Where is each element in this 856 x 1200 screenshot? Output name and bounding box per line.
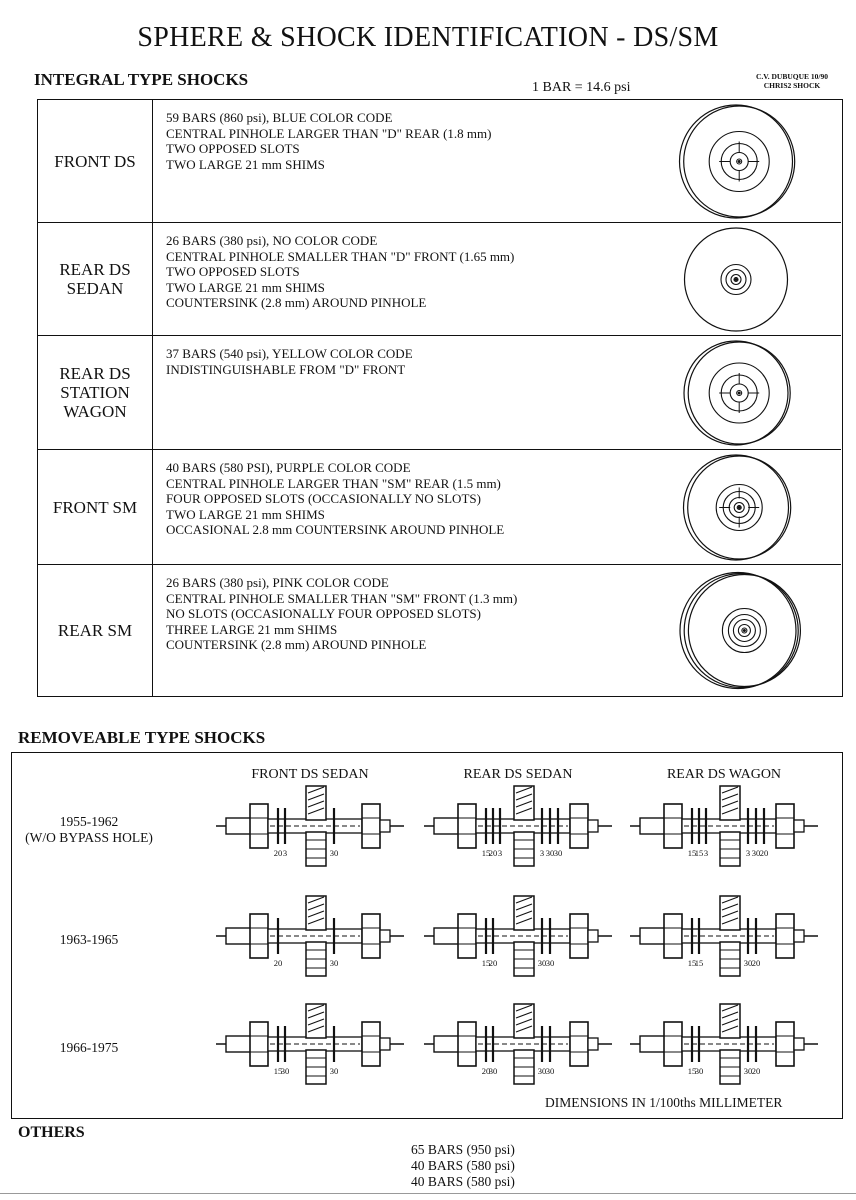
shock-assembly-diagram (626, 892, 822, 986)
shim-size-label: 30 (545, 958, 555, 968)
shim-size-label: 20 (488, 848, 498, 858)
removable-section-heading: REMOVEABLE TYPE SHOCKS (18, 728, 266, 747)
shim-size-label: 15 (694, 958, 704, 968)
shock-nut (664, 1022, 682, 1066)
shock-rod-end (640, 928, 666, 944)
shock-valve-body (720, 1004, 740, 1038)
shock-spec-line: 59 BARS (860 psi), BLUE COLOR CODE (166, 110, 393, 125)
shock-spec-line: CENTRAL PINHOLE SMALLER THAN "SM" FRONT (1.3 mm) (166, 590, 518, 606)
sphere-pinhole (738, 506, 741, 509)
shim-size-label: 30 (537, 958, 547, 968)
shim-size-label: 3 (497, 848, 503, 858)
shock-nut (250, 914, 268, 958)
shock-assembly-diagram (212, 892, 408, 986)
removable-column-heading: REAR DS WAGON (666, 767, 782, 782)
shock-spec-line: CENTRAL PINHOLE LARGER THAN "D" REAR (1.8 mm) (166, 125, 492, 141)
shim-size-label: 3 (745, 848, 751, 858)
shim-size-label: 30 (329, 958, 339, 968)
shock-nut (776, 914, 794, 958)
year-range-line: 1963-1965 (59, 932, 119, 947)
shock-spec-list (166, 233, 514, 311)
shock-rod-end (434, 1036, 460, 1052)
shock-spec-line: 26 BARS (380 psi), NO COLOR CODE (166, 233, 378, 248)
shock-spec-line: CENTRAL PINHOLE SMALLER THAN "D" FRONT (1.65 mm) (166, 248, 515, 264)
shim-size-label: 30 (545, 848, 555, 858)
shock-spec-line: TWO OPPOSED SLOTS (166, 141, 300, 156)
shock-nut (250, 1022, 268, 1066)
shock-type-label-line: STATION (60, 383, 130, 402)
shim-size-label: 30 (743, 958, 753, 968)
shim-size-label: 20 (273, 958, 283, 968)
shock-nut (250, 804, 268, 848)
shim-size-label: 3 (703, 848, 709, 858)
sphere-pinhole (738, 160, 741, 163)
shock-spec-line: 37 BARS (540 psi), YELLOW COLOR CODE (166, 346, 413, 361)
others-item-value: 65 BARS (950 psi) (411, 1142, 515, 1157)
shim-size-label: 20 (273, 848, 283, 858)
shock-nut (664, 804, 682, 848)
page-title: SPHERE & SHOCK IDENTIFICATION - DS/SM (137, 22, 719, 53)
shock-rod-end (226, 1036, 252, 1052)
shock-spec-line: INDISTINGUISHABLE FROM "D" FRONT (166, 361, 406, 377)
shim-size-label: 30 (329, 1066, 339, 1076)
sphere-face-diagram (674, 225, 814, 334)
shock-spec-line: TWO OPPOSED SLOTS (166, 264, 300, 279)
shock-spec-list (166, 575, 517, 653)
shock-rod-end (380, 1038, 390, 1050)
shim-size-label: 15 (687, 958, 697, 968)
shock-type-label-line: WAGON (63, 402, 127, 421)
integral-section-heading: INTEGRAL TYPE SHOCKS (34, 70, 249, 89)
removable-column-heading: REAR DS SEDAN (463, 767, 573, 782)
shim-size-label: 20 (751, 958, 761, 968)
others-heading: OTHERS (18, 1124, 85, 1141)
shim-size-label: 20 (488, 958, 498, 968)
shock-valve-body (514, 786, 534, 820)
shock-type-label-line: REAR DS (59, 260, 131, 279)
shock-type-label-line: FRONT DS (54, 151, 136, 171)
shock-rod-end (640, 818, 666, 834)
shock-spec-line: 26 BARS (380 psi), PINK COLOR CODE (166, 575, 389, 590)
sphere-face-diagram (674, 567, 814, 694)
shock-rod-end (588, 930, 598, 942)
shim-size-label: 15 (694, 848, 704, 858)
shock-spec-list (166, 346, 413, 377)
sphere-face-diagram (674, 338, 814, 448)
shock-type-label-line: FRONT SM (52, 497, 138, 517)
shock-spec-line: 40 BARS (580 PSI), PURPLE COLOR CODE (166, 460, 411, 475)
shock-valve-body (514, 896, 534, 930)
shock-nut (458, 1022, 476, 1066)
shim-size-label: 15 (687, 848, 697, 858)
shock-nut (362, 914, 380, 958)
shock-rod-end (794, 1038, 804, 1050)
table-row (38, 336, 841, 450)
shock-spec-line: CENTRAL PINHOLE LARGER THAN "SM" REAR (1.5 mm) (166, 475, 501, 491)
shock-assembly-diagram (420, 892, 616, 986)
shock-valve-body (720, 786, 740, 820)
shock-type-label (38, 336, 153, 449)
shock-assembly-diagram (212, 1000, 408, 1094)
shock-rod-end (588, 1038, 598, 1050)
shim-size-label: 30 (694, 1066, 704, 1076)
others-item-value: 40 BARS (580 psi) (411, 1158, 515, 1173)
shock-assembly-diagram (626, 1000, 822, 1094)
year-range-label (14, 932, 164, 948)
shim-size-label: 15 (687, 1066, 697, 1076)
removable-column-heading: FRONT DS SEDAN (251, 767, 369, 782)
year-range-line: 1955-1962 (59, 814, 119, 829)
shock-type-label (38, 223, 153, 335)
shock-nut (664, 914, 682, 958)
shock-type-label-line: REAR SM (57, 621, 133, 640)
table-row (38, 100, 841, 223)
table-row (38, 223, 841, 336)
shock-nut (776, 804, 794, 848)
shock-spec-line: COUNTERSINK (2.8 mm) AROUND PINHOLE (166, 295, 427, 310)
year-range-note: (W/O BYPASS HOLE) (25, 830, 153, 845)
shim-size-label: 30 (553, 848, 563, 858)
shock-rod-end (380, 820, 390, 832)
shock-assembly-diagram (420, 782, 616, 876)
shock-type-label-line: SEDAN (66, 279, 124, 298)
shock-type-label-line: REAR DS (59, 364, 131, 383)
dimensions-note: DIMENSIONS IN 1/100ths MILLIMETER (545, 1095, 783, 1110)
bottom-rule (0, 1193, 856, 1194)
credit-line-2: CHRIS2 SHOCK (763, 81, 821, 90)
year-range-label (14, 1040, 164, 1056)
sphere-pinhole (735, 278, 738, 281)
author-credit (756, 72, 828, 90)
shock-rod-end (434, 818, 460, 834)
shock-rod-end (794, 930, 804, 942)
shock-nut (458, 804, 476, 848)
shock-valve-body (306, 786, 326, 820)
shim-size-label: 3 (282, 848, 288, 858)
shim-size-label: 15 (481, 848, 491, 858)
shim-size-label: 30 (329, 848, 339, 858)
sphere-outer-ring (680, 105, 793, 218)
credit-line-1: C.V. DUBUQUE 10/90 (756, 72, 828, 81)
shock-nut (570, 914, 588, 958)
shock-type-label (38, 450, 153, 564)
bar-conversion-note: 1 BAR = 14.6 psi (532, 80, 631, 95)
sphere-face-diagram (674, 102, 814, 221)
shock-rod-end (434, 928, 460, 944)
shock-rod-end (640, 1036, 666, 1052)
shim-size-label: 30 (280, 1066, 290, 1076)
shock-nut (776, 1022, 794, 1066)
sphere-outer-ring (684, 341, 788, 445)
shock-spec-line: TWO LARGE 21 mm SHIMS (166, 279, 325, 295)
shim-size-label: 30 (488, 1066, 498, 1076)
shock-spec-line: TWO LARGE 21 mm SHIMS (166, 156, 325, 172)
shock-assembly-diagram (212, 782, 408, 876)
shim-size-label: 15 (481, 958, 491, 968)
year-range-label (14, 814, 164, 846)
shock-valve-body (514, 1004, 534, 1038)
shock-rod-end (794, 820, 804, 832)
shock-nut (458, 914, 476, 958)
shock-rod-end (588, 820, 598, 832)
shock-valve-body (720, 896, 740, 930)
shock-nut (362, 1022, 380, 1066)
sphere-face-diagram (674, 452, 814, 563)
shock-assembly-diagram (420, 1000, 616, 1094)
shock-nut (570, 1022, 588, 1066)
shock-rod-end (226, 818, 252, 834)
shock-spec-line: TWO LARGE 21 mm SHIMS (166, 506, 325, 522)
integral-shock-table (37, 99, 843, 697)
shock-type-label (38, 565, 153, 696)
shock-type-label (38, 100, 153, 222)
shim-size-label: 30 (545, 1066, 555, 1076)
shock-spec-line: FOUR OPPOSED SLOTS (OCCASIONALLY NO SLOTS) (166, 491, 481, 506)
shock-valve-body (306, 896, 326, 930)
shock-spec-list (166, 460, 504, 538)
others-item-value: 40 BARS (580 psi) (411, 1174, 515, 1189)
table-row (38, 565, 841, 696)
shim-size-label: 30 (537, 1066, 547, 1076)
shock-assembly-diagram (626, 782, 822, 876)
removable-shock-panel (11, 752, 843, 1119)
sphere-pinhole (743, 629, 746, 632)
shock-spec-line: THREE LARGE 21 mm SHIMS (166, 621, 338, 637)
year-range-line: 1966-1975 (59, 1040, 119, 1055)
shim-size-label: 30 (743, 1066, 753, 1076)
shim-size-label: 20 (751, 1066, 761, 1076)
shock-spec-line: OCCASIONAL 2.8 mm COUNTERSINK AROUND PINHOLE (166, 522, 505, 537)
shim-size-label: 30 (751, 848, 761, 858)
sphere-outer-ring (684, 574, 798, 688)
shock-rod-end (226, 928, 252, 944)
shim-size-label: 3 (539, 848, 545, 858)
shock-spec-list (166, 110, 492, 172)
shock-spec-line: COUNTERSINK (2.8 mm) AROUND PINHOLE (166, 637, 427, 652)
shock-spec-line: NO SLOTS (OCCASIONALLY FOUR OPPOSED SLOTS) (166, 606, 481, 621)
shim-size-label: 15 (273, 1066, 283, 1076)
shock-nut (362, 804, 380, 848)
shock-valve-body (306, 1004, 326, 1038)
sphere-pinhole (738, 392, 741, 395)
shock-rod-end (380, 930, 390, 942)
shim-size-label: 20 (759, 848, 769, 858)
shock-nut (570, 804, 588, 848)
shim-size-label: 20 (481, 1066, 491, 1076)
sphere-outer-ring (684, 455, 789, 560)
table-row (38, 450, 841, 565)
